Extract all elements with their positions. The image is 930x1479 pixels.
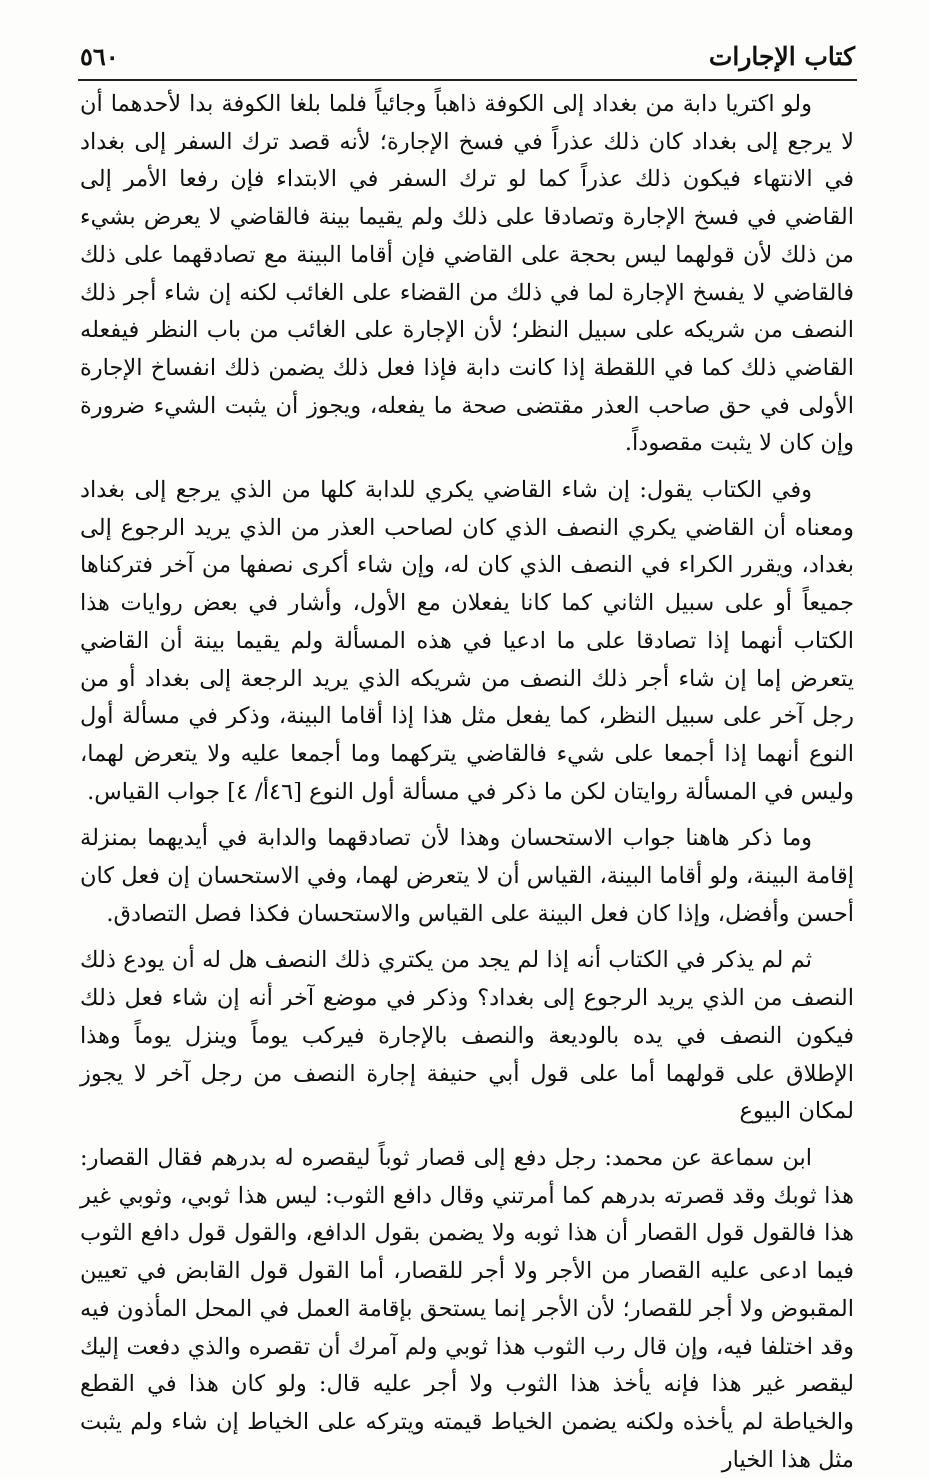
body-text	[80, 86, 854, 1479]
paragraph: ابن سماعة عن محمد: رجل دفع إلى قصار ثوباً ليقصره له بدرهم فقال القصار: هذا ثوبك وقد قصرته بدرهم كما أمرتني وقال دافع الثوب: ليس هذا ثوبي، وثوبي غير هذا فالقول قول القصار أن هذا ثوبه ولا يضمن بقول الدافع، والقول قول دافع الثوب فيما ادعى عليه القصار من الأجر ولا أجر للقصار، أما القول قول القابض في تعيين المقبوض ولا أجر للقصار؛ لأن الأجر إنما يستحق بإقامة العمل في المحل المأذون فيه وقد اختلفا فيه، وإن قال رب الثوب هذا ثوبي ولم آمرك أن تقصره والذي دفعت إليك ليقصر غير هذا فإنه يأخذ هذا الثوب ولا أجر عليه قال: ولو كان هذا في القطع والخياطة لم يأخذه ولكنه يضمن الخياط قيمته ويتركه على الخياط إن شاء ولم يثبت مثل هذا الخيار	[80, 1144, 854, 1473]
paragraph: وفي الكتاب يقول: إن شاء القاضي يكري للدابة كلها من الذي يرجع إلى بغداد ومعناه أن القاضي يكري النصف الذي كان لصاحب العذر من الذي يريد الرجوع إلى بغداد، ويقرر الكراء في النصف الذي كان له، وإن شاء أكرى نصفها من آخر فتركناها جميعاً أو على سبيل الثاني كما كانا يفعلان مع الأول، وأشار في بعض روايات هذا الكتاب أنهما إذا تصادقا على ما ادعيا في هذه المسألة ولم يقيما بينة أن القاضي يتعرض إما إن شاء أجر ذلك النصف من شريكه الذي يريد الرجعة إلى بغداد أو من رجل آخر على سبيل النظر، كما يفعل مثل هذا إذا أقاما البينة، وذكر في مسألة أول النوع أنهما إذا أجمعا على شيء فالقاضي يتركهما وما أجمعا عليه ولا يتعرض لهما، وليس في المسألة روايتان لكن ما ذكر في مسألة أول النوع [٤٦أ/ ٤] جواب القياس.	[80, 477, 854, 805]
page-number: ٥٦٠	[80, 41, 119, 71]
paragraph: ثم لم يذكر في الكتاب أنه إذا لم يجد من يكتري ذلك النصف هل له أن يودع ذلك النصف من الذي يريد الرجوع إلى بغداد؟ وذكر في موضع آخر أنه إن شاء فعل ذلك فيكون النصف في يده بالوديعة والنصف بالإجارة فيركب يوماً وينزل يوماً وهذا الإطلاق على قولهما أما على قول أبي حنيفة إجارة النصف من رجل آخر لا يجوز لمكان البيوع	[80, 947, 854, 1125]
paragraph: ولو اكتريا دابة من بغداد إلى الكوفة ذاهباً وجائياً فلما بلغا الكوفة بدا لأحدهما أن لا يرجع إلى بغداد كان ذلك عذراً في فسخ الإجارة؛ لأنه قصد ترك السفر إلى بغداد في الانتهاء فيكون ذلك عذراً كما لو ترك السفر في الابتداء فإن رفعا الأمر إلى القاضي في فسخ الإجارة وتصادقا على ذلك ولم يقيما بينة فالقاضي لا يعرض بشيء من ذلك لأن قولهما ليس بحجة على القاضي فإن أقاما البينة مع تصادقهما على ذلك فالقاضي لا يفسخ الإجارة لما في ذلك من القضاء على الغائب لكنه إن شاء أجر ذلك النصف من شريكه على سبيل النظر؛ لأن الإجارة على الغائب من باب النظر فيفعله القاضي ذلك كما في اللقطة إذا كانت دابة فإذا فعل ذلك يضمن ذلك انفساخ الإجارة الأولى في حق صاحب العذر مقتضى صحة ما يفعله، ويجوز أن يثبت الشيء ضرورة وإن كان لا يثبت مقصوداً.	[80, 91, 854, 457]
header-rule	[78, 79, 857, 81]
paragraph: وما ذكر هاهنا جواب الاستحسان وهذا لأن تصادقهما والدابة في أيديهما بمنزلة إقامة البينة، ولو أقاما البينة، القياس أن لا يتعرض لهما، وفي الاستحسان إن فعل كان أحسن وأفضل، وإذا كان فعل البينة على القياس والاستحسان فكذا فصل التصادق.	[80, 825, 854, 927]
page-header	[80, 36, 855, 76]
book-title: كتاب الإجارات	[708, 41, 855, 71]
